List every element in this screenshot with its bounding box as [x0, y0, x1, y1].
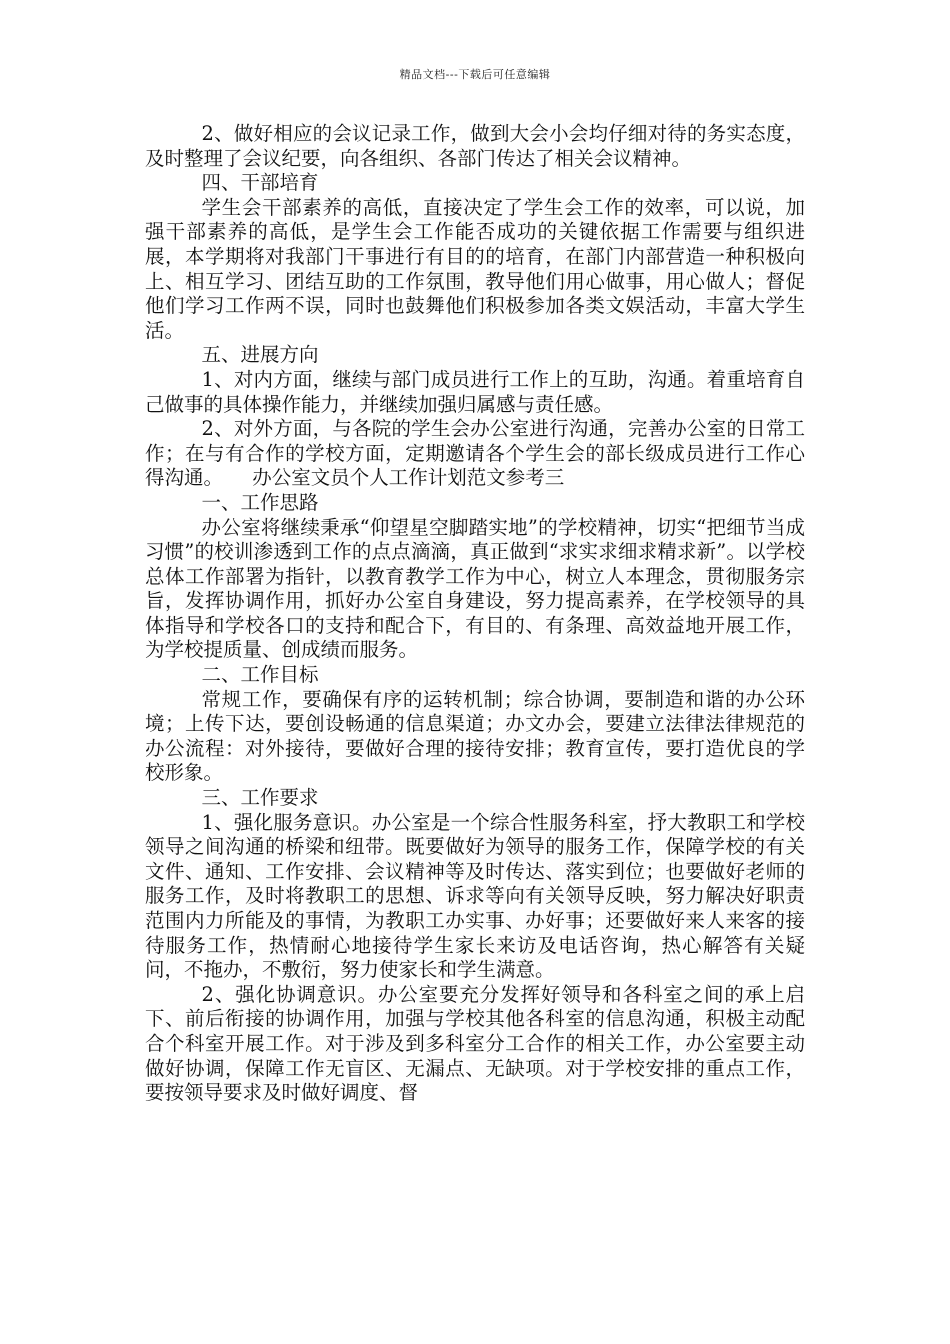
page-header: 精品文档---下载后可任意编辑	[399, 68, 551, 81]
paragraph: 2、对外方面，与各院的学生会办公室进行沟通，完善办公室的日常工作；在与有合作的学校方面，定期邀请各个学生会的部长级成员进行工作心得沟通。 办公室文员个人工作计划范文参考三	[145, 417, 805, 490]
document-body	[145, 122, 805, 1106]
section-heading: 二、工作目标	[201, 663, 319, 687]
paragraph: 常规工作，要确保有序的运转机制；综合协调，要制造和谐的办公环境；上传下达，要创设畅通的信息渠道；办文办会，要建立法律法律规范的办公流程：对外接待，要做好合理的接待安排；教育宣传，要打造优良的学校形象。	[145, 687, 805, 785]
paragraph: 学生会干部素养的高低，直接决定了学生会工作的效率，可以说，加强干部素养的高低，是学生会工作能否成功的关键依据工作需要与组织进展，本学期将对我部门干事进行有目的的培育，在部门内部营造一种积极向上、相互学习、团结互助的工作氛围，教导他们用心做事，用心做人；督促他们学习工作两不误，同时也鼓舞他们积极参加各类文娱活动，丰富大学生活。	[145, 195, 805, 342]
section-heading: 五、进展方向	[201, 343, 319, 367]
section-heading: 三、工作要求	[201, 786, 319, 810]
section-heading: 四、干部培育	[201, 171, 319, 195]
paragraph: 2、强化协调意识。办公室要充分发挥好领导和各科室之间的承上启下、前后衔接的协调作用，加强与学校其他各科室的信息沟通，积极主动配合个科室开展工作。对于涉及到多科室分工合作的相关工作，办公室要主动做好协调，保障工作无盲区、无漏点、无缺项。对于学校安排的重点工作，要按领导要求及时做好调度、督	[145, 982, 805, 1105]
paragraph: 1、对内方面，继续与部门成员进行工作上的互助，沟通。着重培育自己做事的具体操作能力，并继续加强归属感与责任感。	[145, 367, 805, 416]
section-heading: 一、工作思路	[201, 490, 319, 514]
paragraph: 1、强化服务意识。办公室是一个综合性服务科室，抒大教职工和学校领导之间沟通的桥梁和纽带。既要做好为领导的服务工作，保障学校的有关文件、通知、工作安排、会议精神等及时传达、落实到位；也要做好老师的服务工作，及时将教职工的思想、诉求等向有关领导反映，努力解决好职责范围内力所能及的事情，为教职工办实事、办好事；还要做好来人来客的接待服务工作，热情耐心地接待学生家长来访及电话咨询，热心解答有关疑问，不拖办，不敷衍，努力使家长和学生满意。	[145, 810, 805, 982]
paragraph: 办公室将继续秉承“仰望星空脚踏实地”的学校精神，切实“把细节当成习惯”的校训渗透到工作的点点滴滴，真正做到“求实求细求精求新”。以学校总体工作部署为指针，以教育教学工作为中心，树立人本理念，贯彻服务宗旨，发挥协调作用，抓好办公室自身建设，努力提高素养，在学校领导的具体指导和学校各口的支持和配合下，有目的、有条理、高效益地开展工作，为学校提质量、创成绩而服务。	[145, 515, 805, 662]
paragraph: 2、做好相应的会议记录工作，做到大会小会均仔细对待的务实态度，及时整理了会议纪要，向各组织、各部门传达了相关会议精神。	[145, 122, 805, 170]
